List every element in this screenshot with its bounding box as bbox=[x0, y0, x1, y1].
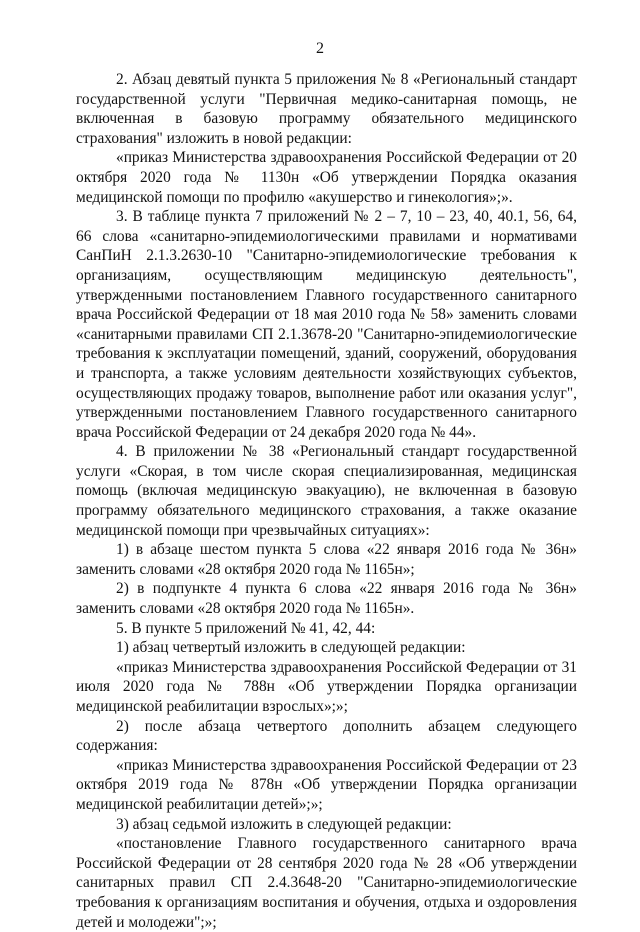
paragraph-5-item-3-quote: «постановление Главного государственного санитарного врача Российской Федерации от 28 сентября 2020 года № 28 «Об утверждении санитарных правил СП 2.4.3648-20 "Санитарно-эпидемиологические требования к организациям воспитания и обучения, отдыха и оздоровления детей и молодежи";»; bbox=[76, 835, 577, 931]
paragraph-5-item-2-quote: «приказ Министерства здравоохранения Российской Федерации от 23 октября 2019 года № 878н «Об утверждении Порядка организации медицинской реабилитации детей»;»; bbox=[76, 756, 577, 813]
page-number: 2 bbox=[316, 40, 324, 57]
paragraph-5-item-1-quote: «приказ Министерства здравоохранения Российской Федерации от 31 июля 2020 года № 788н «Об утверждении Порядка организации медицинской реабилитации взрослых»;»; bbox=[76, 658, 577, 715]
paragraph-4-item-1: 1) в абзаце шестом пункта 5 слова «22 января 2016 года № 36н» заменить словами «28 октября 2020 года № 1165н»; bbox=[76, 541, 577, 578]
paragraph-2: 2. Абзац девятый пункта 5 приложения № 8 «Региональный стандарт государственной услуги "Первичная медико-санитарная помощь, не включенная в базовую программу обязательного медицинского страхования" изложить в новой редакции: bbox=[76, 71, 577, 147]
paragraph-4-item-2: 2) в подпункте 4 пункта 6 слова «22 января 2016 года № 36н» заменить словами «28 октября 2020 года № 1165н». bbox=[76, 580, 577, 618]
paragraph-5-item-1: 1) абзац четвертый изложить в следующей редакции: bbox=[116, 639, 466, 657]
paragraph-5-item-3: 3) абзац седьмой изложить в следующей редакции: bbox=[116, 815, 452, 833]
paragraph-5: 5. В пункте 5 приложений № 41, 42, 44: bbox=[116, 619, 376, 637]
paragraph-5-item-2: 2) после абзаца четвертого дополнить абзацем следующего содержания: bbox=[76, 717, 577, 755]
document-body bbox=[76, 70, 577, 932]
paragraph-3: 3. В таблице пункта 7 приложений № 2 – 7, 10 – 23, 40, 40.1, 56, 64, 66 слова «санитарно-эпидемиологическими правилами и нормативами СанПиН 2.1.3.2630-10 "Санитарно-эпидемиологические требования к организациям, осуществляющим медицинскую деятельность", утвержденными постановлением Главного государственного санитарного врача Российской Федерации от 18 мая 2010 года № 58» заменить словами «санитарными правилами СП 2.1.3678-20 "Санитарно-эпидемиологические требования к эксплуатации помещений, зданий, сооружений, оборудования и транспорта, а также условиям деятельности хозяйствующих субъектов, осуществляющих продажу товаров, выполнение работ или оказания услуг", утвержденными постановлением Главного государственного санитарного врача Российской Федерации от 24 декабря 2020 года № 44». bbox=[76, 208, 577, 441]
paragraph-2-quote: «приказ Министерства здравоохранения Российской Федерации от 20 октября 2020 года № 1130н «Об утверждении Порядка оказания медицинской помощи по профилю «акушерство и гинекология»;». bbox=[76, 149, 577, 206]
paragraph-4: 4. В приложении № 38 «Региональный стандарт государственной услуги «Скорая, в том числе скорая специализированная, медицинская помощь (включая медицинскую эвакуацию), не включенная в базовую программу обязательного медицинского страхования, а также оказание медицинской помощи при чрезвычайных ситуациях»: bbox=[76, 443, 577, 539]
